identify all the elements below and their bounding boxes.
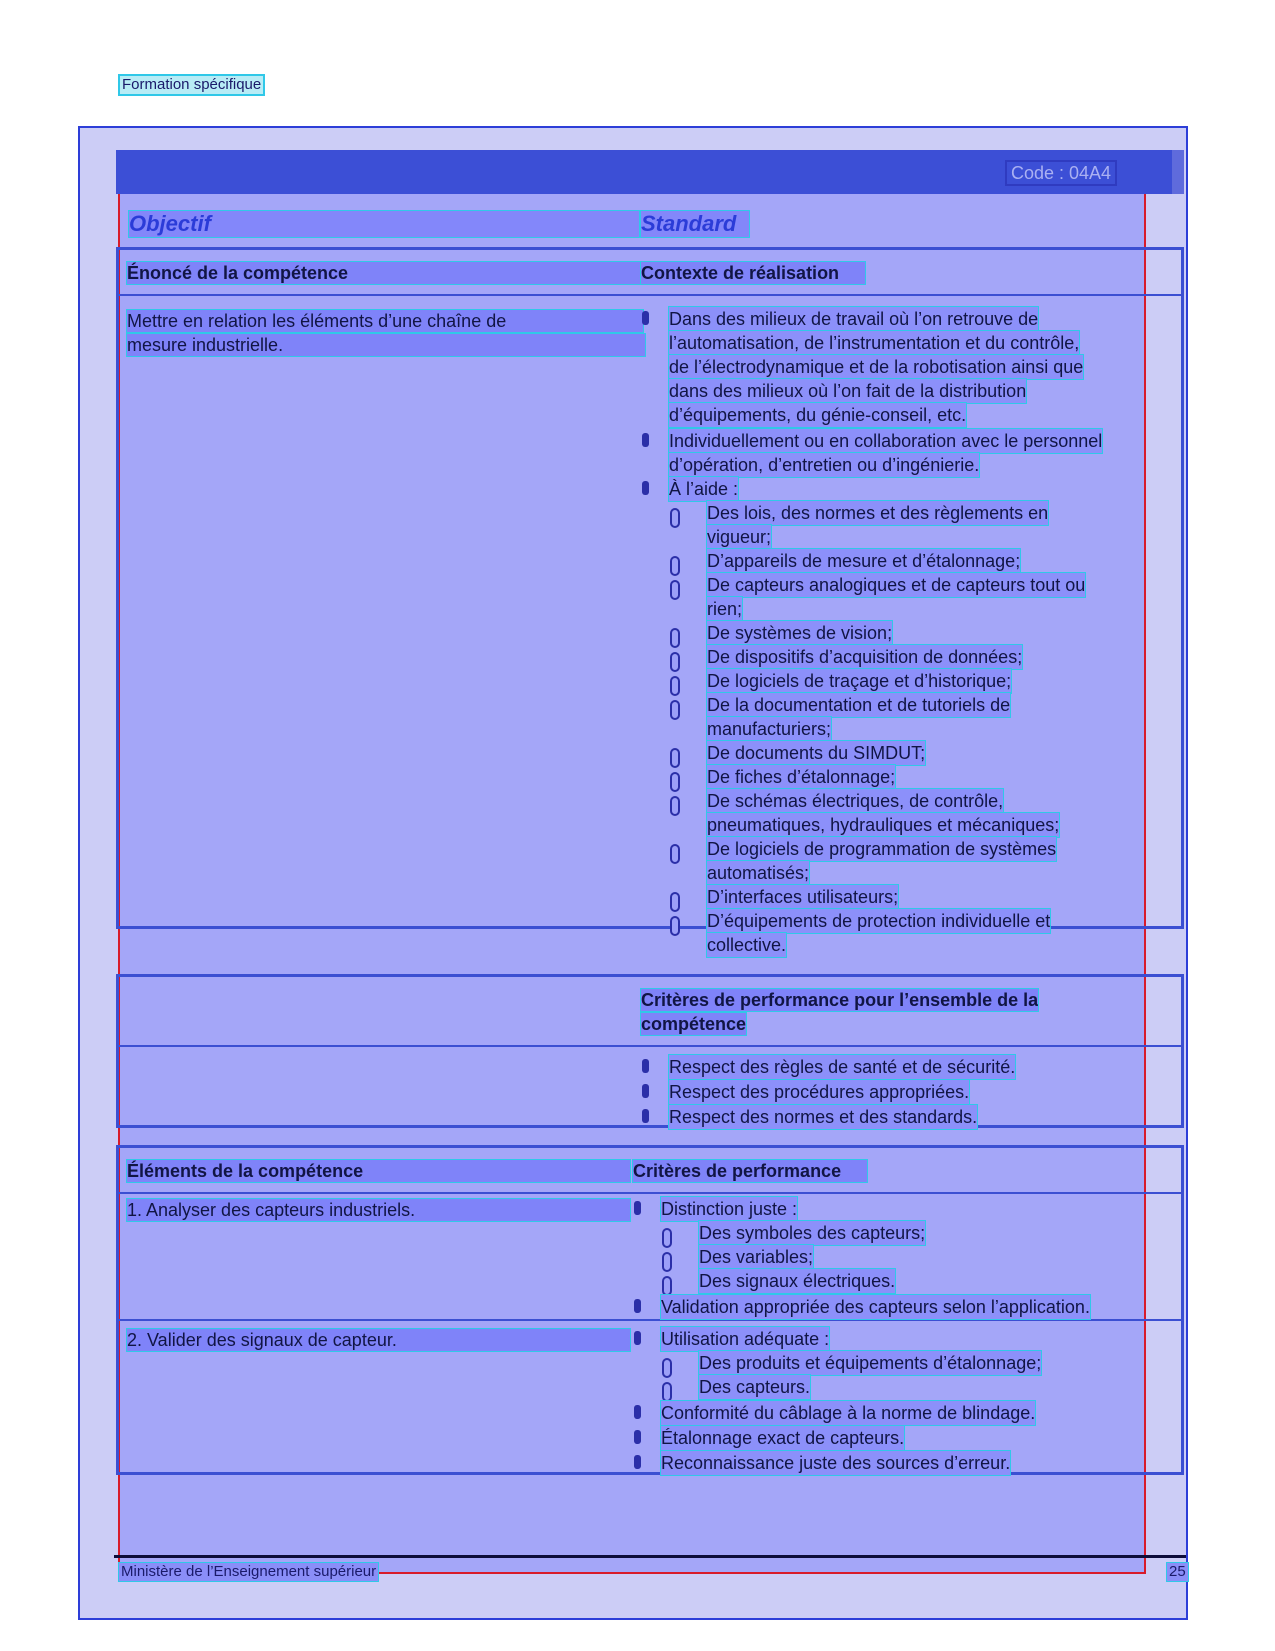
element-2-criteria-item-1: Utilisation adéquate :: [660, 1326, 830, 1352]
element-1-criteria-item-1: Distinction juste :: [660, 1196, 798, 1222]
element-2-subitem-1: Des produits et équipements d’étalonnage;: [698, 1350, 1042, 1376]
circle-bullet-icon: [670, 508, 680, 528]
contexte-header: Contexte de réalisation: [640, 261, 866, 285]
subitem-5: De dispositifs d’acquisition de données;: [706, 644, 1023, 670]
subitem-8: De documents du SIMDUT;: [706, 740, 926, 766]
enonce-line-2: mesure industrielle.: [126, 333, 646, 357]
circle-bullet-icon: [662, 1228, 672, 1248]
footer-ministry: Ministère de l’Enseignement supérieur: [118, 1562, 379, 1582]
subitem-1-line-1: Des lois, des normes et des règlements en: [706, 500, 1049, 526]
criteres-header: Critères de performance: [632, 1159, 868, 1183]
circle-bullet-icon: [670, 844, 680, 864]
subitem-3-line-1: De capteurs analogiques et de capteurs tout ou: [706, 572, 1086, 598]
subitem-13-line-2: collective.: [706, 932, 787, 958]
subitem-7-line-1: De la documentation et de tutoriels de: [706, 692, 1011, 718]
subitem-1-line-2: vigueur;: [706, 524, 772, 550]
element-2-criteria-item-2: Conformité du câblage à la norme de blindage.: [660, 1400, 1036, 1426]
subitem-12: D’interfaces utilisateurs;: [706, 884, 899, 910]
elements-header: Éléments de la compétence: [126, 1159, 631, 1183]
circle-bullet-icon: [670, 628, 680, 648]
element-1: 1. Analyser des capteurs industriels.: [126, 1198, 631, 1222]
bullet-icon: [642, 481, 649, 495]
bullet-icon: [642, 1084, 649, 1098]
contexte-item-3: À l’aide :: [668, 476, 739, 502]
section-divider: [119, 294, 1181, 296]
contexte-item-2-line-1: Individuellement ou en collaboration avec le personnel: [668, 428, 1103, 454]
element-1-subitem-2: Des variables;: [698, 1244, 814, 1270]
subitem-2: D’appareils de mesure et d’étalonnage;: [706, 548, 1021, 574]
circle-bullet-icon: [670, 796, 680, 816]
enonce-line-1: Mettre en relation les éléments d’une chaîne de: [126, 309, 644, 333]
contexte-item-2-line-2: d’opération, d’entretien ou d’ingénierie.: [668, 452, 980, 478]
circle-bullet-icon: [670, 556, 680, 576]
bullet-icon: [634, 1331, 641, 1345]
subitem-11-line-1: De logiciels de programmation de systèmes: [706, 836, 1057, 862]
element-2-criteria-item-4: Reconnaissance juste des sources d’erreur.: [660, 1450, 1011, 1476]
circle-bullet-icon: [670, 676, 680, 696]
bullet-icon: [642, 1109, 649, 1123]
circle-bullet-icon: [670, 916, 680, 936]
objectif-heading: Objectif: [128, 210, 640, 238]
bullet-icon: [634, 1430, 641, 1444]
criteres-ensemble-item-3: Respect des normes et des standards.: [668, 1104, 978, 1130]
element-1-subitem-3: Des signaux électriques.: [698, 1268, 896, 1294]
subitem-11-line-2: automatisés;: [706, 860, 810, 886]
subitem-13-line-1: D’équipements de protection individuelle et: [706, 908, 1051, 934]
contexte-item-1-line-2: l’automatisation, de l’instrumentation et du contrôle,: [668, 330, 1080, 356]
footer-rule: [114, 1555, 1186, 1558]
contexte-item-1-line-1: Dans des milieux de travail où l’on retrouve de: [668, 306, 1039, 332]
criteres-ensemble-item-1: Respect des règles de santé et de sécurité.: [668, 1054, 1016, 1080]
section-divider: [119, 1192, 1181, 1194]
bullet-icon: [634, 1299, 641, 1313]
subitem-9: De fiches d’étalonnage;: [706, 764, 896, 790]
circle-bullet-icon: [670, 772, 680, 792]
circle-bullet-icon: [662, 1358, 672, 1378]
element-1-subitem-1: Des symboles des capteurs;: [698, 1220, 926, 1246]
criteres-ensemble-item-2: Respect des procédures appropriées.: [668, 1079, 970, 1105]
bullet-icon: [642, 433, 649, 447]
bullet-icon: [634, 1405, 641, 1419]
criteres-ensemble-header-line-1: Critères de performance pour l’ensemble de la: [641, 990, 1039, 1010]
enonce-header: Énoncé de la compétence: [126, 261, 646, 285]
page-header-title: Formation spécifique: [118, 74, 265, 96]
element-1-criteria-item-2: Validation appropriée des capteurs selon l’application.: [660, 1294, 1091, 1320]
page-number: 25: [1166, 1562, 1189, 1582]
circle-bullet-icon: [662, 1276, 672, 1296]
circle-bullet-icon: [670, 580, 680, 600]
bullet-icon: [642, 1059, 649, 1073]
competency-code: Code : 04A4: [1005, 160, 1117, 186]
element-2: 2. Valider des signaux de capteur.: [126, 1328, 631, 1352]
circle-bullet-icon: [662, 1252, 672, 1272]
contexte-item-1-line-5: d’équipements, du génie-conseil, etc.: [668, 402, 967, 428]
bullet-icon: [634, 1201, 641, 1215]
circle-bullet-icon: [670, 892, 680, 912]
criteres-ensemble-header-line-2: compétence: [641, 1014, 747, 1034]
circle-bullet-icon: [662, 1382, 672, 1402]
bullet-icon: [634, 1455, 641, 1469]
contexte-item-1-line-4: dans des milieux où l’on fait de la distribution: [668, 378, 1027, 404]
circle-bullet-icon: [670, 748, 680, 768]
circle-bullet-icon: [670, 652, 680, 672]
subitem-6: De logiciels de traçage et d’historique;: [706, 668, 1012, 694]
subitem-7-line-2: manufacturiers;: [706, 716, 832, 742]
circle-bullet-icon: [670, 700, 680, 720]
subitem-10-line-1: De schémas électriques, de contrôle,: [706, 788, 1004, 814]
element-2-subitem-2: Des capteurs.: [698, 1374, 811, 1400]
section-divider: [119, 1045, 1181, 1047]
element-2-criteria-item-3: Étalonnage exact de capteurs.: [660, 1425, 905, 1451]
contexte-item-1-line-3: de l’électrodynamique et de la robotisation ainsi que: [668, 354, 1084, 380]
subitem-4: De systèmes de vision;: [706, 620, 893, 646]
standard-heading: Standard: [640, 210, 750, 238]
subitem-10-line-2: pneumatiques, hydrauliques et mécaniques;: [706, 812, 1060, 838]
subitem-3-line-2: rien;: [706, 596, 743, 622]
bullet-icon: [642, 311, 649, 325]
